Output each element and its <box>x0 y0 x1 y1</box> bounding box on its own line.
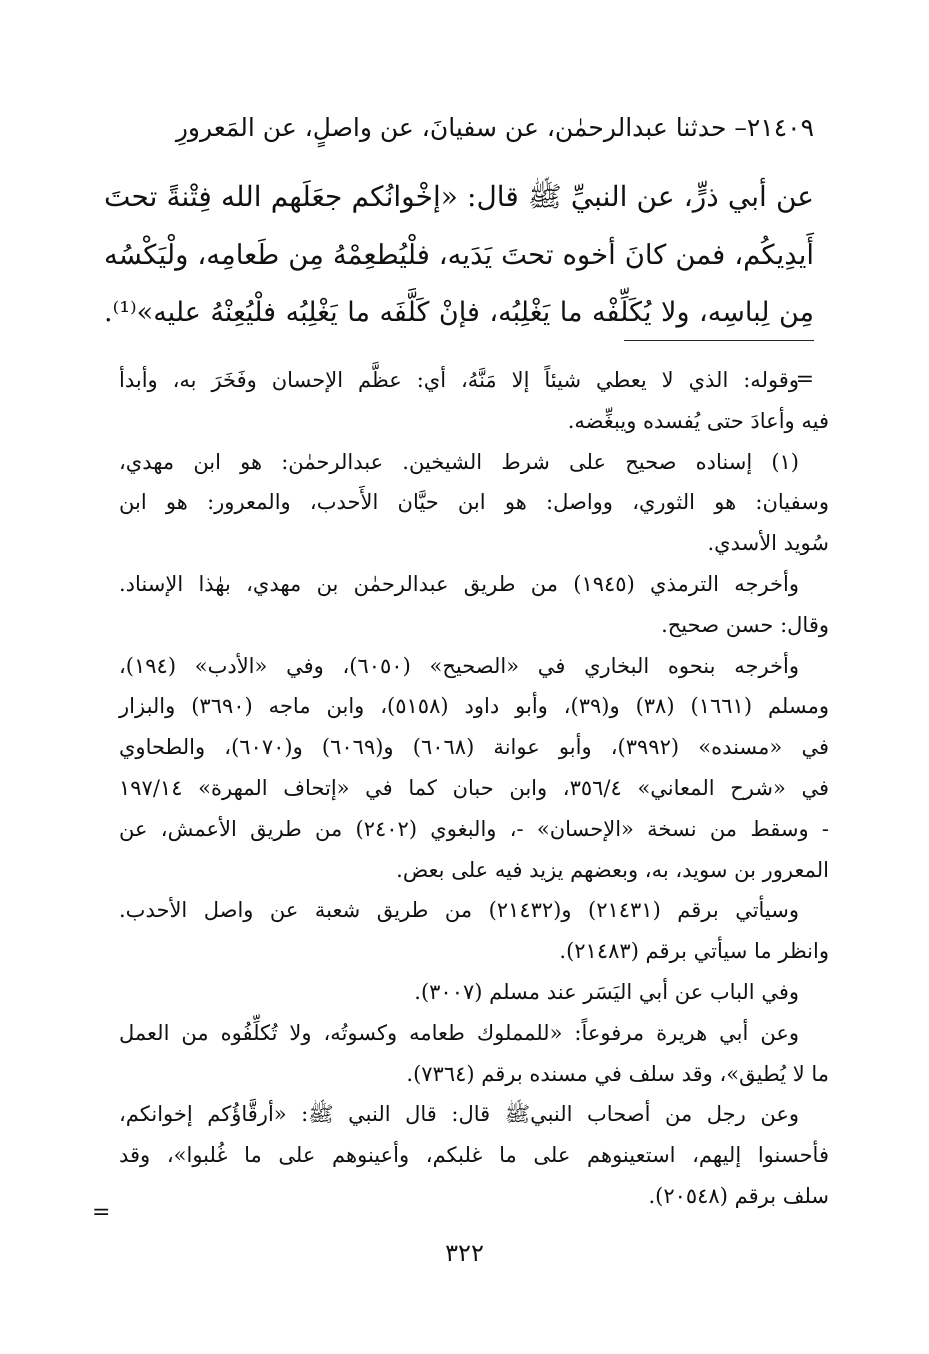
footnote-line: وقال: حسن صحيح. <box>661 612 829 637</box>
footnotes <box>119 360 829 1217</box>
footnote-line: في «شرح المعاني» ٣٥٦/٤، وابن حبان كما في «إتحاف المهرة» ١٩٧/١٤ <box>119 775 829 800</box>
footnote-line: في «مسنده» (٣٩٩٢)، وأبو عوانة (٦٠٦٨) و(٦٠٦٩) و(٦٠٧٠)، والطحاوي <box>119 735 829 760</box>
continuation-mark-bottom: = <box>92 1200 111 1225</box>
matn-line: أَيدِيكُم، فمن كانَ أخوه تحتَ يَدَيه، فلْيُطعِمْهُ مِن طَعامِه، ولْيَكْسُه <box>104 239 814 271</box>
footnote-separator <box>624 340 814 341</box>
footnote-line: وعن أبي هريرة مرفوعاً: «للمملوك طعامه وكسوتُه، ولا تُكلِّفُوه من العمل <box>119 1020 799 1045</box>
page-number: ٣٢٢ <box>445 1239 484 1267</box>
footnote-line: فيه وأعادَ حتى يُفسده ويبغِّضه. <box>567 408 829 433</box>
continuation-mark-top: = <box>795 367 814 392</box>
hadith-matn <box>104 168 814 342</box>
footnote-line: وسيأتي برقم (٢١٤٣١) و(٢١٤٣٢) من طريق شعبة عن واصل الأحدب. <box>119 898 800 923</box>
footnote-line: وأخرجه بنحوه البخاري في «الصحيح» (٦٠٥٠)، وفي «الأدب» (١٩٤)، <box>119 653 799 678</box>
footnote-line: وسفيان: هو الثوري، وواصل: هو ابن حيَّان الأَحدب، والمعرور: هو ابن <box>119 490 829 515</box>
footnote-line: وعن رجل من أصحاب النبيﷺ قال: قال النبي ﷺ: «أرقَّاؤُكم إخوانكم، <box>119 1102 799 1127</box>
footnote-line: - وسقط من نسخة «الإحسان» -، والبغوي (٢٤٠٢) من طريق الأعمش، عن <box>119 816 829 841</box>
footnote-line: سُويد الأسدي. <box>707 531 829 556</box>
footnote-line: المعرور بن سويد، به، وبعضهم يزيد فيه على بعض. <box>396 857 829 882</box>
footnote-line: وانظر ما سيأتي برقم (٢١٤٨٣). <box>559 939 829 964</box>
footnote-line: وقوله: الذي لا يعطي شيئاً إلا مَنَّهُ، أي: عظَّم الإحسان وفَخَرَ به، وأبدأ <box>119 368 799 392</box>
footnote-line: ومسلم (١٦٦١) (٣٨) و(٣٩)، وأبو داود (٥١٥٨)، وابن ماجه (٣٦٩٠) والبزار <box>119 694 830 719</box>
footnote-line: وفي الباب عن أبي اليَسَر عند مسلم (٣٠٠٧). <box>414 979 799 1004</box>
matn-line: مِن لِباسِه، ولا يُكَلِّفْه ما يَغْلِبُه، فإنْ كَلَّفَه ما يَغْلِبُه فلْيُعِنْهُ عليه»⁽¹⁾. <box>104 297 814 328</box>
footnote-line: سلف برقم (٢٠٥٤٨). <box>648 1183 829 1208</box>
footnote-line: (١) إسناده صحيح على شرط الشيخين. عبدالرحمٰن: هو ابن مهدي، <box>119 449 799 474</box>
footnote-line: ما لا يُطيق»، وقد سلف في مسنده برقم (٧٣٦٤). <box>406 1061 829 1086</box>
hadith-isnad-line: ٢١٤٠٩– حدثنا عبدالرحمٰن، عن سفيانَ، عن واصلٍ، عن المَعرورِ <box>175 113 814 142</box>
matn-line: عن أبي ذرٍّ، عن النبيِّ ﷺ قال: «إخْوانُكم جعَلَهم الله فِتْنةً تحتَ <box>104 180 814 213</box>
footnote-line: وأخرجه الترمذي (١٩٤٥) من طريق عبدالرحمٰن بن مهدي، بهٰذا الإسناد. <box>119 571 799 596</box>
footnote-line: فأحسنوا إليهم، استعينوهم على ما غلبكم، وأعينوهم على ما غُلبوا»، وقد <box>119 1143 829 1168</box>
